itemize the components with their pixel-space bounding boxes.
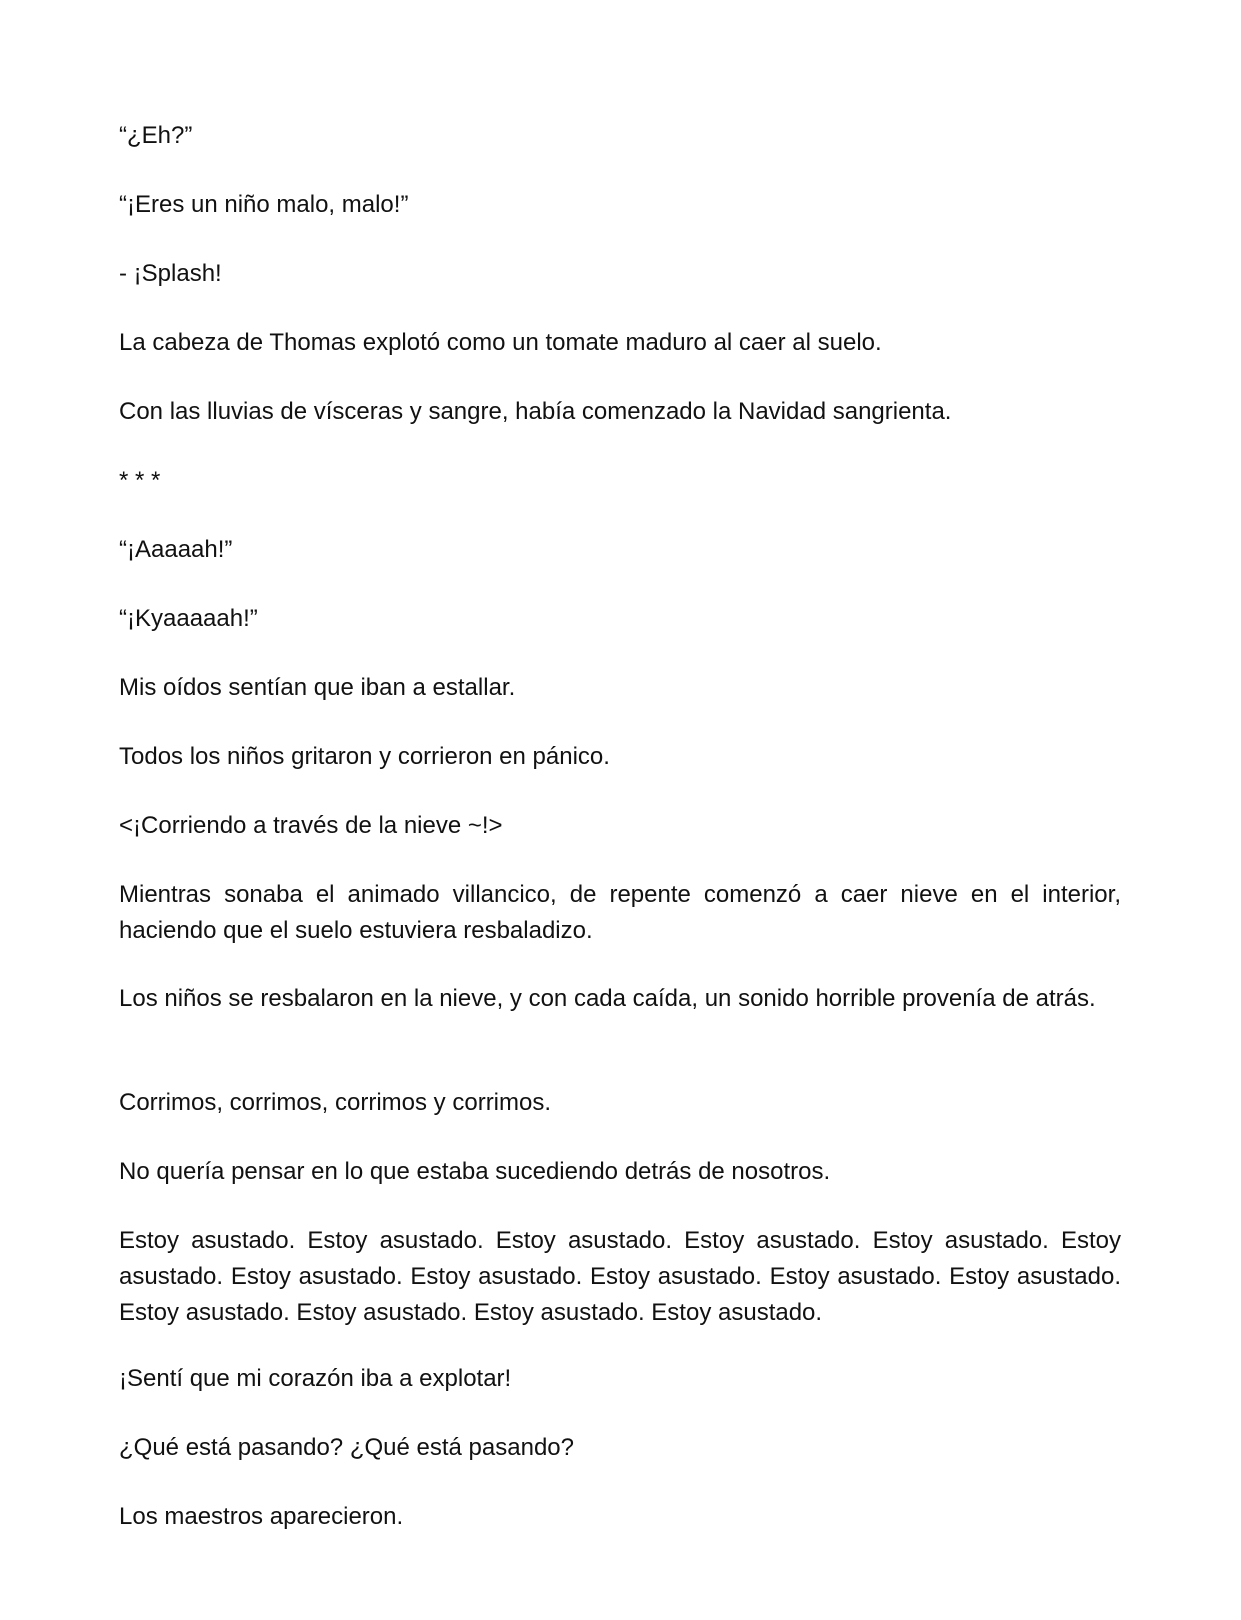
paragraph: Mis oídos sentían que iban a estallar.	[119, 674, 516, 701]
paragraph: “¿Eh?”	[119, 122, 193, 149]
paragraph: Con las lluvias de vísceras y sangre, había comenzado la Navidad sangrienta.	[119, 398, 952, 425]
paragraph: Los maestros aparecieron.	[119, 1503, 404, 1530]
paragraph: - ¡Splash!	[119, 260, 222, 287]
paragraph: Mientras sonaba el animado villancico, de repente comenzó a caer nieve en el interior, haciendo que el suelo estuviera resbaladizo.	[119, 881, 1121, 944]
paragraph: No quería pensar en lo que estaba sucediendo detrás de nosotros.	[119, 1158, 831, 1185]
paragraph: <¡Corriendo a través de la nieve ~!>	[119, 812, 503, 839]
paragraph: ¡Sentí que mi corazón iba a explotar!	[119, 1365, 512, 1392]
paragraph: Estoy asustado. Estoy asustado. Estoy asustado. Estoy asustado. Estoy asustado. Estoy asustado. Estoy asustado. Estoy asustado. Estoy asustado. Estoy asustado. Estoy asustado. Estoy asustado. Estoy asustado. Estoy asustado. Estoy asustado.	[119, 1227, 1121, 1326]
paragraph: Los niños se resbalaron en la nieve, y con cada caída, un sonido horrible provenía de atrás.	[119, 985, 1096, 1012]
paragraph: “¡Eres un niño malo, malo!”	[119, 191, 409, 218]
paragraph: Todos los niños gritaron y corrieron en pánico.	[119, 743, 610, 770]
paragraph: Corrimos, corrimos, corrimos y corrimos.	[119, 1089, 552, 1116]
paragraph: La cabeza de Thomas explotó como un tomate maduro al caer al suelo.	[119, 329, 882, 356]
section-separator: * * *	[119, 467, 161, 494]
paragraph: ¿Qué está pasando? ¿Qué está pasando?	[119, 1434, 574, 1461]
paragraph: “¡Kyaaaaah!”	[119, 605, 258, 632]
paragraph: “¡Aaaaah!”	[119, 536, 233, 563]
